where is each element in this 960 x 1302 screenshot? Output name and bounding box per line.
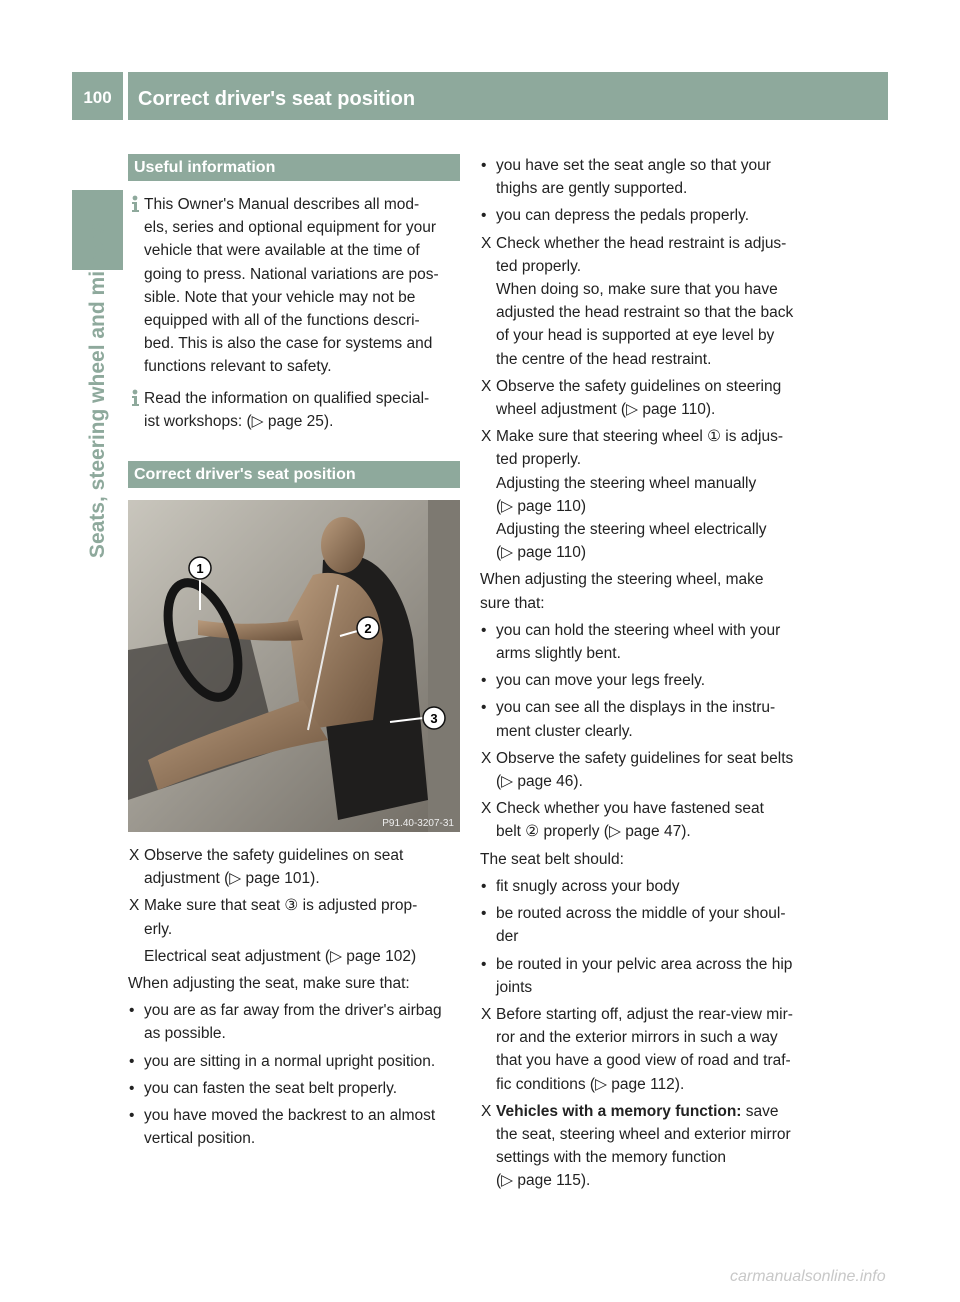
bullet-item [480, 154, 815, 200]
bullet-item [128, 1077, 460, 1100]
text-line: thighs are gently supported. [496, 180, 688, 198]
bullet-text [496, 953, 815, 999]
step-text [496, 747, 815, 793]
callout-1 [189, 557, 211, 579]
text-line: fit snugly across your body [496, 877, 680, 895]
text-line: be routed in your pelvic area across the hip [496, 955, 793, 973]
memory-bold: Vehicles with a memory function: [496, 1102, 742, 1120]
svg-text:3: 3 [430, 711, 438, 727]
text-line: When adjusting the steering wheel, make [480, 571, 764, 589]
memory-lines [496, 1123, 815, 1193]
step-item [480, 1100, 815, 1193]
info-text [144, 193, 460, 379]
step-marker-icon: X [481, 377, 492, 395]
text-line: When doing so, make sure that you have [496, 281, 778, 299]
text-line: belt ② properly (▷ page 47). [496, 823, 691, 841]
bullet-icon: • [129, 1079, 135, 1097]
text-line: Electrical seat adjustment (▷ page 102) [144, 947, 417, 965]
text-line: you can move your legs freely. [496, 672, 706, 690]
text-line: settings with the memory function [496, 1149, 727, 1167]
bullet-item [480, 953, 815, 999]
step-subtext-lines [144, 945, 460, 968]
text-line: els, series and optional equipment for your [144, 219, 437, 237]
text-line: (▷ page 115). [496, 1172, 591, 1190]
text-line: sure that: [480, 594, 545, 612]
memory-rest: save [741, 1102, 779, 1120]
text-line: (▷ page 110) [496, 497, 587, 515]
page-title: Correct driver's seat position [138, 88, 416, 110]
step-text [496, 797, 815, 843]
bullet-text [496, 204, 815, 227]
text-line: arms slightly bent. [496, 645, 621, 663]
step-marker-icon: X [129, 847, 140, 865]
info-icon [128, 195, 142, 212]
text-line: you have moved the backrest to an almost [144, 1107, 436, 1125]
step-subtext [496, 472, 815, 565]
text-line: you are as far away from the driver's airbag [144, 1002, 442, 1020]
right-column [480, 154, 815, 1197]
step-text [496, 425, 815, 471]
text-line: functions relevant to safety. [144, 358, 332, 376]
text-line: going to press. National variations are pos- [144, 265, 439, 283]
step-item [128, 894, 460, 940]
seat-illustration [128, 500, 460, 832]
bullet-icon: • [481, 207, 487, 225]
step-item [480, 425, 815, 564]
bullet-icon: • [129, 1052, 135, 1070]
info-note [128, 193, 460, 379]
text-line: ment cluster clearly. [496, 722, 633, 740]
bullet-icon: • [129, 1002, 135, 1020]
text-line: of your head is supported at eye level by [496, 327, 775, 345]
figure-code: P91.40-3207-31 [382, 818, 454, 830]
callout-3 [423, 707, 445, 729]
text-line: Observe the safety guidelines on steering [496, 377, 782, 395]
text-line: (▷ page 110) [496, 544, 587, 562]
bullet-icon: • [481, 955, 487, 973]
text-line: the seat, steering wheel and exterior mirror [496, 1125, 791, 1143]
bullet-icon: • [481, 621, 487, 639]
bullet-text [144, 1050, 460, 1073]
callout-2 [357, 617, 379, 639]
bullet-icon: • [481, 672, 487, 690]
text-line: joints [496, 978, 533, 996]
text-line: Check whether you have fastened seat [496, 800, 764, 818]
text-line: you can depress the pedals properly. [496, 207, 750, 225]
text-line: you can hold the steering wheel with your [496, 621, 781, 639]
section-heading: Correct driver's seat position [128, 461, 460, 488]
bullet-text [144, 1077, 460, 1100]
step-item [128, 844, 460, 890]
bullet-item [480, 204, 815, 227]
bullet-item [480, 902, 815, 948]
step-text [496, 375, 815, 421]
step-item [480, 797, 815, 843]
text-line: This Owner's Manual describes all mod- [144, 196, 420, 213]
text-line: be routed across the middle of your shoul- [496, 905, 786, 923]
text-line: erly. [144, 920, 173, 938]
text-line: wheel adjustment (▷ page 110). [496, 401, 716, 419]
bullet-icon: • [129, 1107, 135, 1125]
bullet-text [496, 154, 815, 200]
step-marker-icon: X [481, 1005, 492, 1023]
text-line: you can see all the displays in the instru- [496, 699, 776, 717]
text-line: you can fasten the seat belt properly. [144, 1079, 398, 1097]
bullet-item [128, 999, 460, 1045]
text-line: you have set the seat angle so that your [496, 157, 771, 174]
text-line: vertical position. [144, 1130, 256, 1148]
step-text [144, 894, 460, 940]
step-marker-icon: X [481, 800, 492, 818]
seat-position-figure [128, 500, 460, 832]
step-text [496, 1003, 815, 1096]
step-item [480, 232, 815, 371]
bullet-item [480, 875, 815, 898]
text-line: Make sure that steering wheel ① is adjus- [496, 428, 783, 446]
text-line: adjusted the head restraint so that the back [496, 304, 794, 322]
text-line: bed. This is also the case for systems and [144, 335, 433, 353]
info-icon [128, 389, 142, 406]
step-marker-icon: X [129, 897, 140, 915]
intro-text [480, 568, 815, 614]
text-line: vehicle that were available at the time of [144, 242, 420, 260]
bullet-item [480, 696, 815, 742]
svg-text:1: 1 [196, 561, 204, 577]
bullet-icon: • [481, 157, 487, 174]
bullet-text [496, 619, 815, 665]
text-line: equipped with all of the functions descri- [144, 312, 420, 330]
memory-step-text [496, 1100, 815, 1123]
text-line: the centre of the head restraint. [496, 350, 712, 368]
step-marker-icon: X [481, 234, 492, 252]
text-line: Adjusting the steering wheel manually [496, 474, 757, 492]
text-line: Check whether the head restraint is adjus- [496, 234, 787, 252]
text-line: Adjusting the steering wheel electrically [496, 521, 767, 539]
bullet-item [128, 1104, 460, 1150]
text-line: ist workshops: (▷ page 25). [144, 412, 334, 430]
step-subtext [128, 945, 460, 968]
text-line: Make sure that seat ③ is adjusted prop- [144, 897, 418, 915]
text-line: Observe the safety guidelines on seat [144, 847, 404, 865]
text-line: Read the information on qualified special- [144, 389, 430, 407]
bullet-item [480, 619, 815, 665]
page-number: 100 [83, 88, 112, 107]
bullet-icon: • [481, 877, 487, 895]
step-marker-icon: X [481, 428, 492, 446]
step-item [480, 375, 815, 421]
step-text [144, 844, 460, 890]
svg-text:2: 2 [364, 621, 372, 637]
text-line: that you have a good view of road and traf- [496, 1052, 791, 1070]
step-item [480, 1003, 815, 1096]
text-line: Before starting off, adjust the rear-view mir- [496, 1005, 793, 1023]
bullet-text [496, 902, 815, 948]
text-line: ted properly. [496, 257, 582, 275]
step-subtext [496, 278, 815, 371]
text-line: fic conditions (▷ page 112). [496, 1075, 685, 1093]
bullet-text [144, 999, 460, 1045]
watermark: carmanualsonline.info [730, 1268, 886, 1285]
text-line: you are sitting in a normal upright position. [144, 1052, 436, 1070]
step-item [480, 747, 815, 793]
text-line: ror and the exterior mirrors in such a way [496, 1029, 778, 1047]
text-line: adjustment (▷ page 101). [144, 870, 320, 888]
text-line: der [496, 928, 519, 946]
text-line: ted properly. [496, 451, 582, 469]
info-text [144, 387, 460, 433]
bullet-icon: • [481, 699, 487, 717]
step-marker-icon: X [481, 1102, 492, 1120]
step-marker-icon: X [481, 749, 492, 767]
text-line: as possible. [144, 1025, 226, 1043]
bullet-icon: • [481, 905, 487, 923]
info-note [128, 387, 460, 433]
useful-info-heading: Useful information [128, 154, 460, 181]
bullet-text [144, 1104, 460, 1150]
text-line: sible. Note that your vehicle may not be [144, 288, 416, 306]
text-line: Observe the safety guidelines for seat belts [496, 749, 794, 767]
text-line: (▷ page 46). [496, 773, 583, 791]
bullet-text [496, 669, 815, 692]
bullet-item [480, 669, 815, 692]
left-column [128, 154, 460, 1154]
belt-intro: The seat belt should: [480, 850, 624, 868]
step-text [496, 232, 815, 278]
intro-text: When adjusting the seat, make sure that: [128, 975, 410, 993]
bullet-text [496, 696, 815, 742]
chapter-label: Seats, steering wheel and mirrors [86, 221, 109, 559]
bullet-text [496, 875, 815, 898]
bullet-item [128, 1050, 460, 1073]
